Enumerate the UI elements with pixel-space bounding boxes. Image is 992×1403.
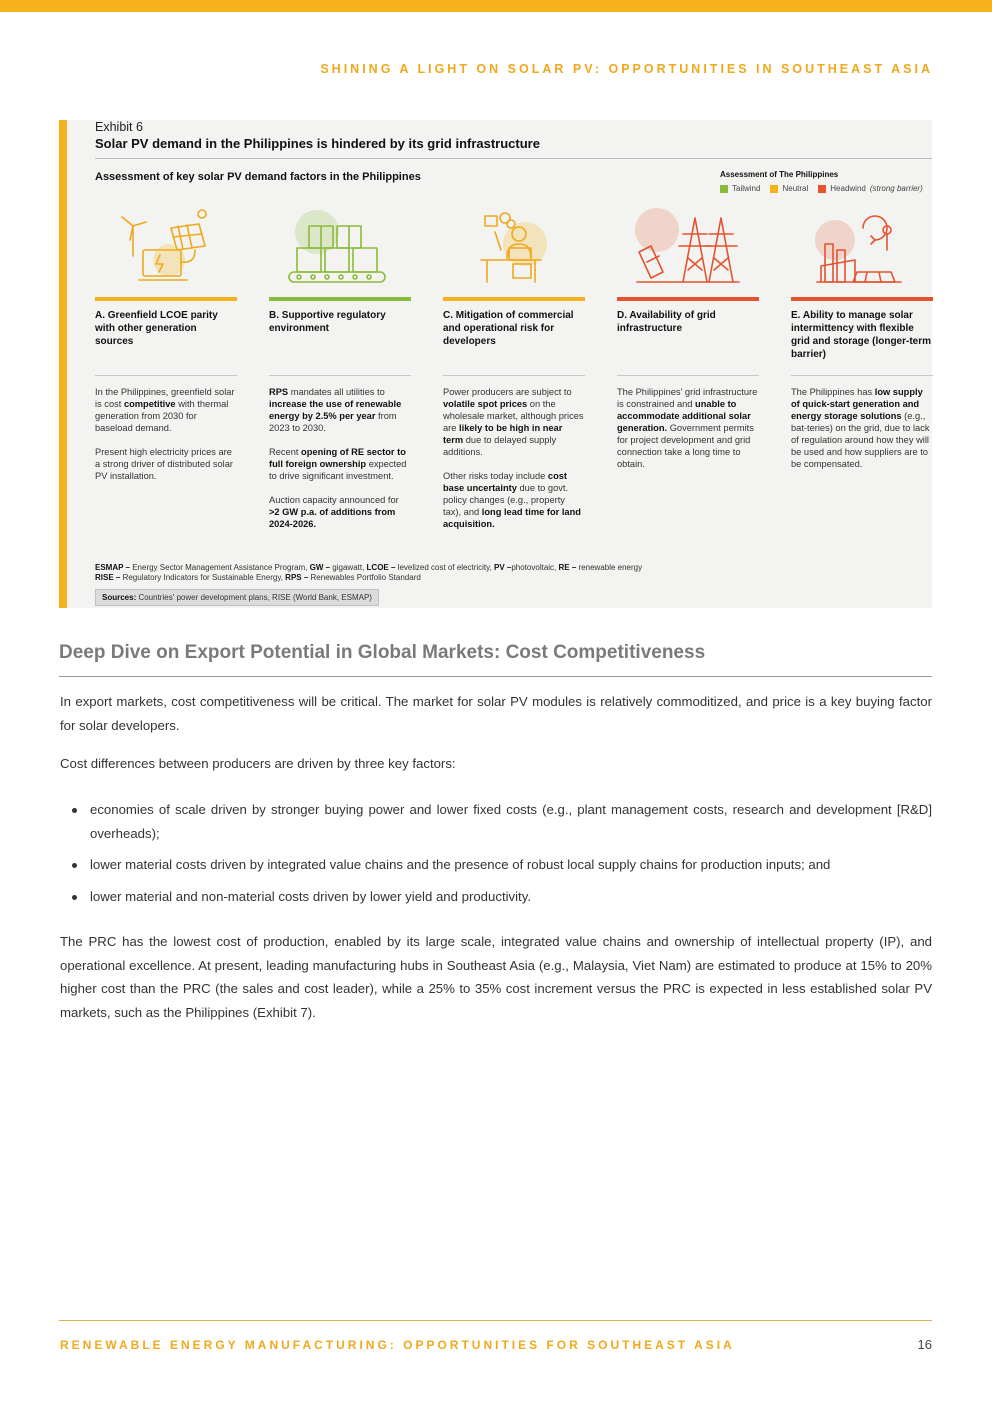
footer-title: RENEWABLE ENERGY MANUFACTURING: OPPORTUNITIES FOR SOUTHEAST ASIA — [60, 1338, 735, 1352]
assessment-bar-b — [269, 297, 411, 301]
key-factors-list — [72, 798, 932, 916]
factor-paragraph: The Philippines' grid infrastructure is constrained and unable to accommodate additional solar generation. Government permits for project development and grid connection take a long time to obtain. — [617, 387, 758, 469]
bullet-icon — [72, 863, 77, 868]
section-divider — [59, 676, 932, 677]
factor-column-c — [443, 206, 585, 529]
exhibit-divider — [95, 158, 932, 159]
footer-divider — [59, 1320, 932, 1321]
factor-body-b — [269, 386, 411, 542]
list-item — [72, 853, 932, 877]
column-divider-d — [617, 375, 759, 376]
column-divider-a — [95, 375, 237, 376]
worker-desk-icon — [443, 206, 585, 290]
legend-swatch-neutral — [770, 185, 778, 193]
sources-note — [95, 589, 379, 606]
factor-body-d — [617, 386, 759, 482]
legend-item-tailwind — [720, 184, 760, 193]
top-accent-bar — [0, 0, 992, 12]
assessment-bar-e — [791, 297, 933, 301]
legend-title: Assessment of The Philippines — [720, 170, 839, 179]
factor-heading-c: C. Mitigation of commercial and operational risk for developers — [443, 310, 574, 347]
wind-solar-battery-icon — [95, 206, 237, 290]
abbreviations-line-2: RISE – Regulatory Indicators for Sustainable Energy, RPS – Renewables Portfolio Standard — [95, 573, 421, 582]
factor-column-e — [791, 206, 933, 469]
legend-item-neutral — [770, 184, 808, 193]
list-item — [72, 885, 932, 909]
legend-label-neutral: Neutral — [782, 184, 809, 193]
factor-body-c — [443, 386, 585, 542]
exhibit-title: Solar PV demand in the Philippines is hindered by its grid infrastructure — [95, 136, 540, 151]
legend-swatch-tailwind — [720, 185, 728, 193]
paragraph-3: The PRC has the lowest cost of production, enabled by its large scale, integrated value chains and ownership of intellectual property (IP), and operational excellence. At present, leading manufacturing hubs in Southeast Asia (e.g., Malaysia, Viet Nam) are estimated to produce at 15% to 20% higher cost than the PRC (the sales and cost leader), while a 25% to 35% cost increment versus the PRC is expected in less established solar PV markets, such as the Philippines (Exhibit 7). — [60, 934, 932, 1020]
factor-paragraph: Recent opening of RE sector to full foreign ownership expected to drive significant investment. — [269, 447, 407, 481]
factor-paragraph: Other risks today include cost base uncertainty due to govt. policy changes (e.g., property tax), and long lead time for land acquisition. — [443, 471, 581, 529]
bullet-icon — [72, 895, 77, 900]
factor-column-a — [95, 206, 237, 481]
page-number: 16 — [917, 1337, 932, 1352]
exhibit-label: Exhibit 6 — [95, 120, 143, 134]
legend-item-headwind — [818, 184, 922, 193]
conveyor-boxes-icon — [269, 206, 411, 290]
list-item-text: lower material and non-material costs driven by lower yield and productivity. — [90, 888, 532, 904]
factory-storage-icon — [791, 206, 933, 290]
assessment-bar-d — [617, 297, 759, 301]
legend — [720, 184, 923, 193]
factor-heading-e: E. Ability to manage solar intermittency with flexible grid and storage (longer-term barrier) — [791, 310, 932, 360]
factor-paragraph: Auction capacity announced for >2 GW p.a. of additions from 2024-2026. — [269, 495, 399, 529]
factor-body-e — [791, 386, 933, 482]
sources-text: Countries' power development plans, RISE (World Bank, ESMAP) — [136, 593, 372, 602]
factor-paragraph: Present high electricity prices are a strong driver of distributed solar PV installation. — [95, 447, 233, 481]
column-divider-e — [791, 375, 933, 376]
column-divider-b — [269, 375, 411, 376]
factor-column-b — [269, 206, 411, 529]
factor-column-d — [617, 206, 759, 469]
factor-paragraph: Power producers are subject to volatile spot prices on the wholesale market, although prices are likely to be high in near term due to delayed supply additions. — [443, 387, 584, 457]
legend-note-headwind: (strong barrier) — [869, 184, 923, 193]
factor-heading-a: A. Greenfield LCOE parity with other generation sources — [95, 310, 218, 347]
factor-body-a — [95, 386, 237, 494]
factor-paragraph: In the Philippines, greenfield solar is cost competitive with thermal generation from 2030 for baseload demand. — [95, 387, 235, 433]
factor-paragraph: The Philippines has low supply of quick-start generation and energy storage solutions (e.g., bat-teries) on the grid, due to lack of regulation around how they will be used and how suppliers are to be compensated. — [791, 387, 930, 469]
list-item — [72, 798, 932, 845]
legend-label-headwind: Headwind — [830, 184, 866, 193]
transmission-tower-icon — [617, 206, 759, 290]
exhibit-accent-bar — [59, 120, 67, 608]
factor-heading-d: D. Availability of grid infrastructure — [617, 310, 716, 334]
assessment-bar-a — [95, 297, 237, 301]
assessment-bar-c — [443, 297, 585, 301]
factor-paragraph: RPS mandates all utilities to increase the use of renewable energy by 2.5% per year from 2023 to 2030. — [269, 387, 402, 433]
factor-heading-b: B. Supportive regulatory environment — [269, 310, 386, 334]
list-item-text: lower material costs driven by integrated value chains and the presence of robust local supply chains for production inputs; and — [90, 857, 831, 872]
paragraph-2: Cost differences between producers are driven by three key factors: — [60, 756, 456, 771]
column-divider-c — [443, 375, 585, 376]
list-item-text: economies of scale driven by stronger buying power and lower fixed costs (e.g., plant management costs, research and development [R&D] overheads); — [90, 802, 932, 841]
abbreviations-note — [95, 563, 895, 583]
legend-swatch-headwind — [818, 185, 826, 193]
sources-label: Sources: — [102, 593, 137, 602]
legend-label-tailwind: Tailwind — [732, 184, 761, 193]
running-header: SHINING A LIGHT ON SOLAR PV: OPPORTUNITIES IN SOUTHEAST ASIA — [320, 62, 933, 76]
exhibit-subtitle: Assessment of key solar PV demand factors in the Philippines — [95, 171, 421, 183]
section-heading: Deep Dive on Export Potential in Global Markets: Cost Competitiveness — [59, 642, 706, 663]
exhibit-6 — [59, 120, 932, 608]
abbreviations-line-1: ESMAP – Energy Sector Management Assistance Program, GW – gigawatt, LCOE – levelized cost of electricity, PV –photovoltaic, RE – renewable energy — [95, 563, 643, 572]
bullet-icon — [72, 808, 77, 813]
paragraph-1: In export markets, cost competitiveness will be critical. The market for solar PV modules is relatively commoditized, and price is a key buying factor for solar developers. — [60, 694, 932, 733]
